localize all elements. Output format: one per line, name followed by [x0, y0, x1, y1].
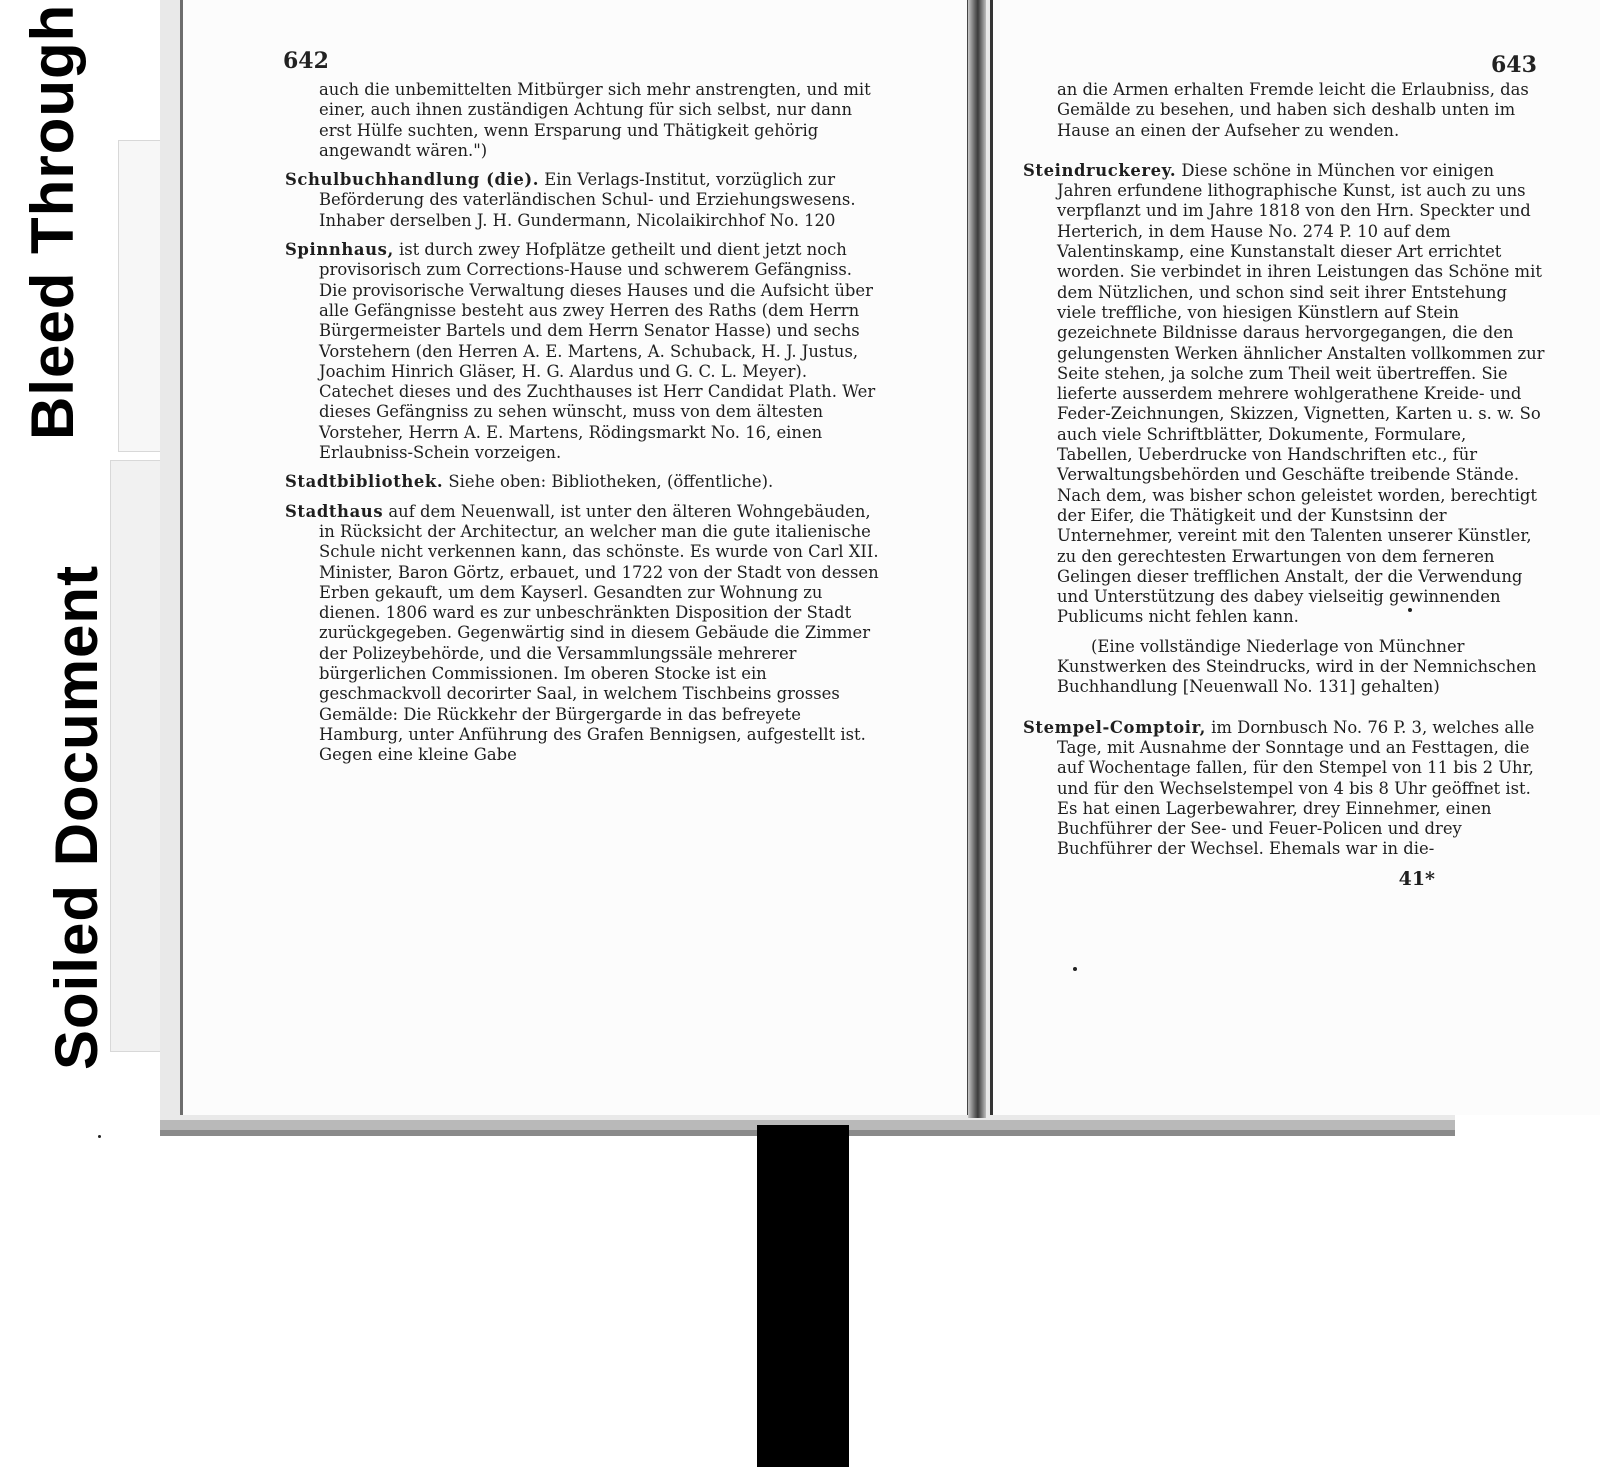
entry-text: auf dem Neuenwall, ist unter den älteren Wohngebäuden, in Rücksicht der Architectur, an welcher man die gute italienische Schule nicht verkennen kann, das schönste. Es wurde von Carl XII. Minister, Baron Görtz, erbauet, und 1722 von der Stadt von dessen Erben gekauft, um dem Kayserl. Gesandten zur Wohnung zu dienen. 1806 ward es zur unbeschränkten Disposition der Stadt zurückgegeben. Gegenwärtig sind in diesem Gebäude die Zimmer der Polizeybehörde, und die Versammlungssäle mehrerer bürgerlichen Commissionen. Im oberen Stocke ist ein geschmackvoll decorirter Saal, in welchem Tischbeins grosses Gemälde: Die Rückkehr der Bürgergarde in das befreyete Hamburg, unter Anführung des Grafen Bennigsen, aufgestellt ist. Gegen eine kleine Gabe: [319, 501, 879, 765]
entry-lead: Spinnhaus,: [285, 240, 394, 260]
soil-speck: [1073, 967, 1077, 971]
entry-text: Siehe oben: Bibliotheken, (öffentliche).: [443, 472, 774, 492]
left-page: [180, 0, 970, 1115]
left-page-text: [285, 80, 885, 775]
soil-speck: [1408, 608, 1412, 612]
page-edge-tab: [110, 460, 164, 1052]
right-continuation: an die Armen erhalten Fremde leicht die Erlaubniss, das Gemälde zu besehen, und haben sich deshalb unten im Hause an einen der Aufseher zu wenden.: [1057, 80, 1529, 140]
left-page-number: 642: [283, 48, 329, 74]
entry-spinnhaus: [285, 240, 885, 463]
entry-text: (Eine vollständige Niederlage von Münchner Kunstwerken des Steindrucks, wird in der Nemnichschen Buchhandlung [Neuenwall No. 131] gehalten): [1057, 636, 1537, 697]
right-page-number: 643: [1491, 52, 1537, 78]
left-continuation: auch die unbemittelten Mitbürger sich mehr anstrengten, und mit einer, auch ihnen zuständigen Achtung für sich selbst, nur dann erst Hülfe suchten, wenn Ersparung und Thätigkeit gehörig angewandt wären."): [319, 80, 871, 160]
side-labels: [6, 0, 110, 1100]
entry-stempel-comptoir: [1023, 718, 1545, 860]
signature-mark: 41*: [1398, 867, 1435, 890]
open-book: [160, 0, 1545, 1136]
entry-lead: Schulbuchhandlung (die).: [285, 170, 540, 190]
entry-lead: Stadthaus: [285, 501, 384, 521]
book-gutter: [968, 0, 986, 1118]
entry-text: im Dornbusch No. 76 P. 3, welches alle Tage, mit Ausnahme der Sonntage und an Festtagen, die auf Wochentage fallen, für den Stempel von 11 bis 2 Uhr, und für den Wechselstempel von 4 bis 8 Uhr geöffnet ist. Es hat einen Lagerbewahrer, drey Einnehmer, einen Buchführer der See- und Feuer-Policen und drey Buchführer der Wechsel. Ehemals war in die-: [1057, 717, 1535, 859]
entry-stadtbibliothek: [285, 472, 885, 492]
right-page: [990, 0, 1600, 1115]
entry-lead: Stempel-Comptoir,: [1023, 717, 1206, 737]
entry-text: ist durch zwey Hofplätze getheilt und dient jetzt noch provisorisch zum Corrections-Hause und schwerem Gefängniss. Die provisorische Verwaltung dieses Hauses und die Aufsicht über alle Gefängnisse besteht aus zwey Herren des Raths (dem Herrn Bürgermeister Bartels und dem Herrn Senator Hasse) und sechs Vorstehern (den Herren A. E. Martens, A. Schuback, H. J. Justus, Joachim Hinrich Gläser, H. G. Alardus und G. C. L. Meyer). Catechet dieses und des Zuchthauses ist Herr Candidat Plath. Wer dieses Gefängniss zu sehen wünscht, muss von dem ältesten Vorsteher, Herrn A. E. Martens, Rödingsmarkt No. 16, einen Erlaubniss-Schein vorzeigen.: [319, 240, 876, 463]
soil-speck: [98, 1135, 101, 1138]
entry-niederlage-note: [1023, 637, 1545, 698]
entry-lead: Stadtbibliothek.: [285, 472, 444, 492]
dark-spine-strip: [757, 1125, 849, 1467]
label-soiled-document: Soiled Document: [43, 564, 110, 1070]
entry-schulbuchhandlung: [285, 170, 885, 231]
entry-steindruckerey: [1023, 161, 1545, 628]
right-page-text: [1023, 80, 1545, 889]
label-bleed-through: Bleed Through: [19, 3, 86, 440]
entry-text: Diese schöne in München vor einigen Jahren erfundene lithographische Kunst, ist auch zu uns verpflanzt und im Jahre 1818 von den Hrn. Speckter und Herterich, in dem Hause No. 274 P. 10 auf dem Valentinskamp, eine Kunstanstalt dieser Art errichtet worden. Sie verbindet in ihren Leistungen das Schöne mit dem Nützlichen, und schon sind seit ihrer Entstehung viele treffliche, von hiesigen Künstlern auf Stein gezeichnete Bildnisse daraus hervorgegangen, die den gelungensten Werken ähnlicher Anstalten vollkommen zur Seite stehen, ja solche zum Theil weit übertreffen. Sie lieferte ausserdem mehrere wohlgerathene Kreide- und Feder-Zeichnungen, Skizzen, Vignetten, Karten u. s. w. So auch viele Schriftblätter, Dokumente, Formulare, Tabellen, Ueberdrucke von Handschriften etc., für Verwaltungsbehörden und Geschäfte treibende Stände. Nach dem, was bisher schon geleistet worden, berechtigt der Eifer, die Thätigkeit und der Kunstsinn der Unternehmer, vereint mit den Talenten unserer Künstler, zu den gerechtesten Erwartungen von dem ferneren Gelingen dieser trefflichen Anstalt, der die Verwendung und Unterstützung des dabey vielseitig gewinnenden Publicums nicht fehlen kann.: [1057, 160, 1545, 627]
page-edge-tab-upper: [118, 140, 164, 452]
entry-lead: Steindruckerey.: [1023, 160, 1177, 180]
entry-stadthaus: [285, 502, 885, 766]
entry-text: Ein Verlags-Institut, vorzüglich zur Beförderung des vaterländischen Schul- und Erziehungswesens. Inhaber derselben J. H. Gundermann, Nicolaikirchhof No. 120: [319, 170, 856, 230]
